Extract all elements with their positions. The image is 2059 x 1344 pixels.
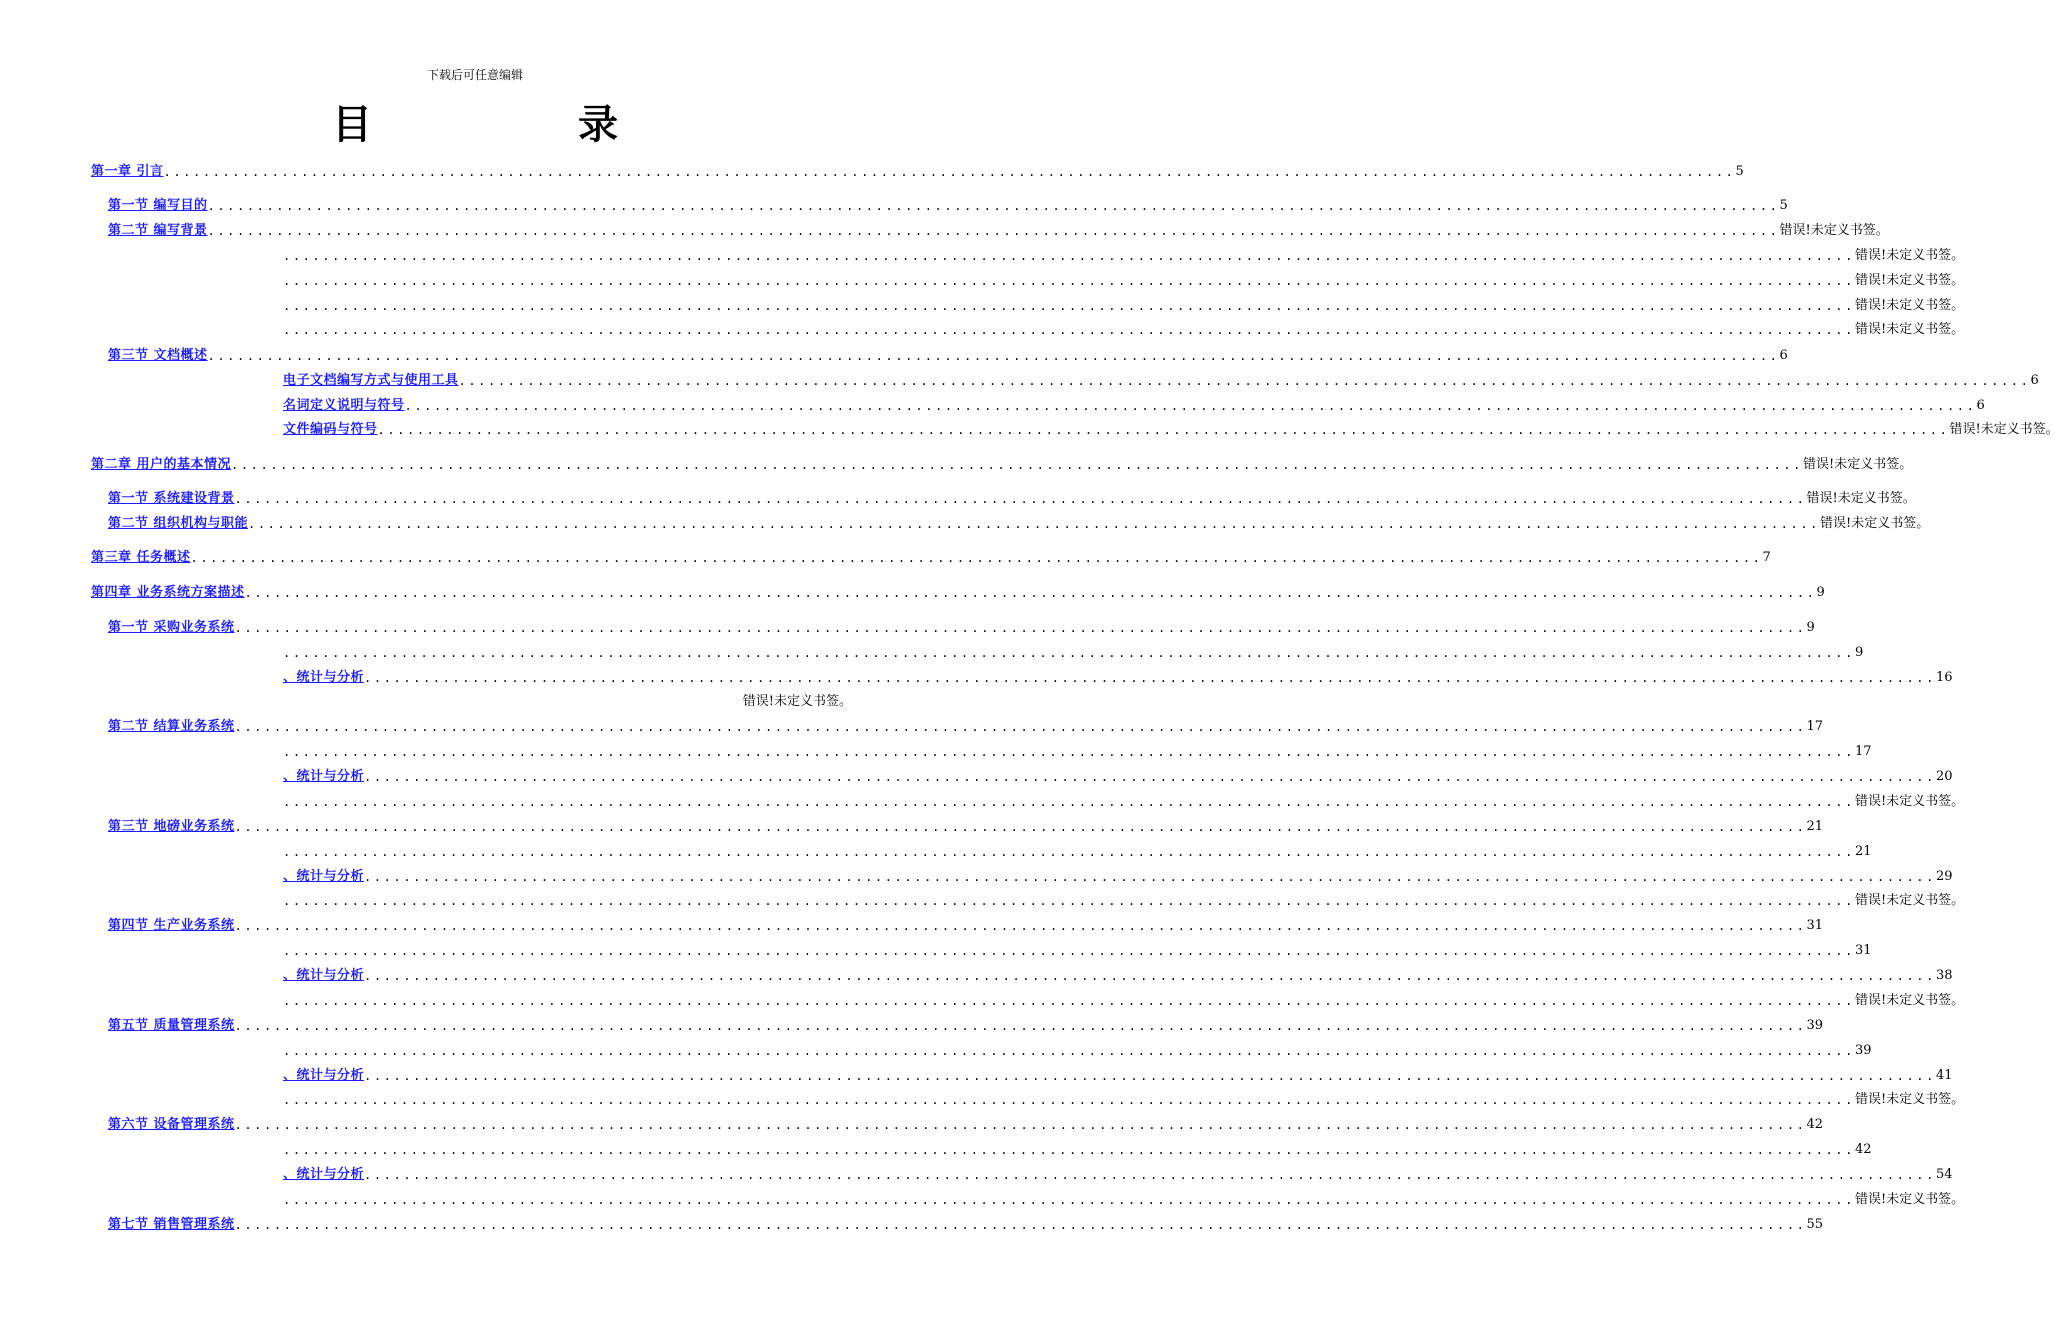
toc-entry[interactable] [108,916,1824,936]
toc-leader-dots: ................................................................................................................................................................ [364,1168,1936,1182]
toc-leader-dots: ................................................................................................................................................................ [283,1093,1855,1107]
toc-entry[interactable] [283,1066,1953,1086]
toc-leader-dots: ................................................................................................................................................................ [283,299,1855,313]
toc-page-number: 错误!未定义书签。 [1854,1092,1965,1107]
toc-entry[interactable] [283,1165,1953,1185]
toc-page-number: 错误!未定义书签。 [1779,223,1889,238]
toc-page-number: 错误!未定义书签。 [1854,993,1965,1008]
toc-leader-dots: ................................................................................................................................................................ [404,399,1977,413]
toc-entry-link[interactable]: 、统计与分析 [283,1167,365,1182]
toc-leader-dots: ................................................................................................................................................................ [364,969,1936,983]
toc-entry-link[interactable]: 第三章 任务概述 [91,550,191,565]
toc-page-number: 5 [1735,164,1744,179]
toc-entry-link[interactable]: 第二节 编写背景 [108,223,208,238]
toc-page-number: 31 [1806,918,1824,933]
toc-page-number: 错误!未定义书签。 [1802,457,1913,472]
toc-page-number: 29 [1935,869,1953,884]
toc-entry [283,941,1872,961]
toc-entry-link[interactable]: 第五节 质量管理系统 [108,1018,235,1033]
toc-entry [283,991,1965,1011]
toc-leader-dots: ................................................................................................................................................................ [248,517,1820,531]
toc-entry-link[interactable]: 、统计与分析 [283,1068,365,1083]
toc-page-number: 错误!未定义书签。 [1819,516,1930,531]
toc-page-number: 9 [1806,620,1815,635]
toc-page-number: 错误!未定义书签。 [1854,298,1965,313]
toc-entry-link[interactable]: 第三节 地磅业务系统 [108,819,235,834]
toc-page-number: 9 [1816,585,1825,600]
toc-leader-dots: ................................................................................................................................................................ [207,199,1780,213]
toc-leader-dots: ................................................................................................................................................................ [283,894,1855,908]
toc-entry-link[interactable]: 第一节 编写目的 [108,198,208,213]
toc-entry [283,1190,1965,1210]
toc-page-number: 38 [1935,968,1953,983]
toc-entry [283,692,852,712]
toc-entry [283,891,1965,911]
title-char-2: 录 [578,102,618,148]
toc-leader-dots: ................................................................................................................................................................ [244,586,1817,600]
toc-page-number: 错误!未定义书签。 [1854,248,1965,263]
toc-leader-dots: ................................................................................................................................................................ [283,795,1855,809]
toc-leader-dots: ................................................................................................................................................................ [234,1019,1807,1033]
toc-page-number: 20 [1935,769,1953,784]
toc-leader-dots: ................................................................................................................................................................ [234,621,1807,635]
header-note: 下载后可任意编辑 [426,68,523,82]
toc-entry [283,1090,1965,1110]
toc-entry-link[interactable]: 文件编码与符号 [283,422,378,437]
toc-page-number: 7 [1762,550,1771,565]
toc-page-number: 6 [2030,373,2039,388]
toc-leader-dots: ................................................................................................................................................................ [234,1118,1807,1132]
toc-page-number: 41 [1935,1068,1953,1083]
toc-entry[interactable] [283,668,1953,688]
toc-entry-link[interactable]: 、统计与分析 [283,869,365,884]
toc-entry [283,792,1965,812]
toc-leader-dots: ................................................................................................................................................................ [283,323,1855,337]
toc-page-number: 17 [1806,719,1824,734]
toc-entry-link[interactable]: 名词定义说明与符号 [283,398,405,413]
toc-entry-link[interactable]: 第四章 业务系统方案描述 [91,585,245,600]
toc-entry[interactable] [108,489,1916,509]
toc-leader-dots: ................................................................................................................................................................ [190,551,1763,565]
toc-leader-dots: ................................................................................................................................................................ [283,646,1855,660]
toc-page-number: 错误!未定义书签。 [1854,273,1965,288]
toc-leader-dots: ................................................................................................................................................................ [364,1069,1936,1083]
toc-leader-dots: ................................................................................................................................................................ [364,870,1936,884]
toc-entry-link[interactable]: 第二章 用户的基本情况 [91,457,232,472]
toc-entry[interactable] [91,548,1771,568]
toc-page-number: 6 [1976,398,1985,413]
toc-leader-dots: ................................................................................................................................................................ [283,994,1855,1008]
toc-entry-link[interactable]: 、统计与分析 [283,968,365,983]
toc-entry[interactable] [283,396,1985,416]
toc-page-number: 错误!未定义书签。 [1854,322,1965,337]
toc-entry-link[interactable]: 第一节 采购业务系统 [108,620,235,635]
toc-entry-link[interactable]: 、统计与分析 [283,670,365,685]
toc-entry[interactable] [283,420,2059,440]
toc-page-number: 31 [1854,943,1872,958]
toc-page-number: 55 [1806,1217,1824,1232]
toc-entry[interactable] [108,346,1788,366]
toc-entry [283,842,1872,862]
toc-leader-dots: ................................................................................................................................................................ [283,1193,1855,1207]
toc-entry-link[interactable]: 第一章 引言 [91,164,164,179]
toc-leader-dots: ................................................................................................................................................................ [234,919,1807,933]
toc-page-number: 21 [1854,844,1872,859]
toc-entry-link[interactable]: 第四节 生产业务系统 [108,918,235,933]
toc-leader-dots: ................................................................................................................................................................ [234,492,1807,506]
toc-leader-dots: ................................................................................................................................................................ [283,845,1855,859]
toc-page-number: 54 [1935,1167,1953,1182]
toc-leader-dots: ................................................................................................................................................................ [163,165,1736,179]
toc-entry[interactable] [91,455,1913,475]
toc-leader-dots: ................................................................................................................................................................ [283,1143,1855,1157]
toc-leader-dots: ................................................................................................................................................................ [234,820,1807,834]
toc-leader-dots: ................................................................................................................................................................ [283,274,1855,288]
toc-page-number: 17 [1854,744,1872,759]
title-char-1: 目 [332,102,372,148]
toc-page-number: 21 [1806,819,1824,834]
toc-leader-dots: ................................................................................................................................................................ [283,249,1855,263]
toc-leader-dots: ................................................................................................................................................................ [231,458,1803,472]
toc-entry-link[interactable]: 、统计与分析 [283,769,365,784]
toc-entry [283,1041,1872,1061]
toc-entry [283,742,1872,762]
toc-page-number: 错误!未定义书签。 [1806,491,1916,506]
toc-entry[interactable] [91,162,1744,182]
toc-page-number: 错误!未定义书签。 [1854,893,1965,908]
toc-entry[interactable] [283,767,1953,787]
toc-page-number: 42 [1854,1142,1872,1157]
toc-entry-link[interactable]: 第一节 系统建设背景 [108,491,235,506]
toc-entry[interactable] [108,817,1824,837]
toc-entry[interactable] [108,221,1889,241]
toc-leader-dots: ................................................................................................................................................................ [377,423,1950,437]
toc-entry[interactable] [283,966,1953,986]
toc-entry [283,320,1965,340]
toc-entry[interactable] [108,1115,1824,1135]
toc-leader-dots: ................................................................................................................................................................ [458,374,2031,388]
toc-page-number: 42 [1806,1117,1824,1132]
toc-leader-dots: ................................................................................................................................................................ [364,770,1936,784]
toc-page-number: 6 [1779,348,1788,363]
toc-leader-dots: ................................................................................................................................................................ [364,671,1936,685]
toc-leader-dots: ................................................................................................................................................................ [283,1044,1855,1058]
toc-entry[interactable] [283,371,2039,391]
toc-entry-link[interactable]: 电子文档编写方式与使用工具 [283,373,459,388]
toc-leader-dots: ................................................................................................................................................................ [207,349,1780,363]
toc-page-number: 5 [1779,198,1788,213]
toc-entry-link[interactable]: 第二节 结算业务系统 [108,719,235,734]
toc-page-number: 9 [1854,645,1864,660]
toc-page-number: 39 [1854,1043,1872,1058]
toc-entry[interactable] [108,717,1824,737]
toc-entry[interactable] [108,1215,1824,1235]
toc-page-number: 错误!未定义书签。 [1854,794,1965,809]
toc-entry-link[interactable]: 第二节 组织机构与职能 [108,516,249,531]
toc-entry-link[interactable]: 第三节 文档概述 [108,348,208,363]
toc-entry[interactable] [108,196,1788,216]
toc-entry[interactable] [108,618,1815,638]
toc-entry [283,1140,1872,1160]
toc-entry [283,643,1864,663]
toc-entry-link[interactable]: 第七节 销售管理系统 [108,1217,235,1232]
toc-entry[interactable] [108,514,1930,534]
toc-leader-dots: ................................................................................................................................................................ [207,224,1780,238]
toc-entry-link[interactable]: 第六节 设备管理系统 [108,1117,235,1132]
toc-leader-dots: ................................................................................................................................................................ [234,720,1807,734]
toc-leader-dots: ................................................................................................................................................................ [283,745,1855,759]
toc-entry [283,246,1965,266]
toc-entry[interactable] [108,1016,1824,1036]
toc-page-number: 错误!未定义书签。 [1949,422,2059,437]
toc-leader-dots: ................................................................................................................................................................ [283,944,1855,958]
toc-leader-dots: ................................................................................................................................................................ [234,1218,1807,1232]
toc-page-number: 16 [1935,670,1953,685]
toc-page-number: 39 [1806,1018,1824,1033]
toc-page-number: 错误!未定义书签。 [1854,1192,1965,1207]
toc-entry [283,271,1965,291]
toc-entry[interactable] [283,867,1953,887]
toc-page-number: 错误!未定义书签。 [742,694,852,709]
toc-entry[interactable] [91,583,1825,603]
toc-entry [283,296,1965,316]
